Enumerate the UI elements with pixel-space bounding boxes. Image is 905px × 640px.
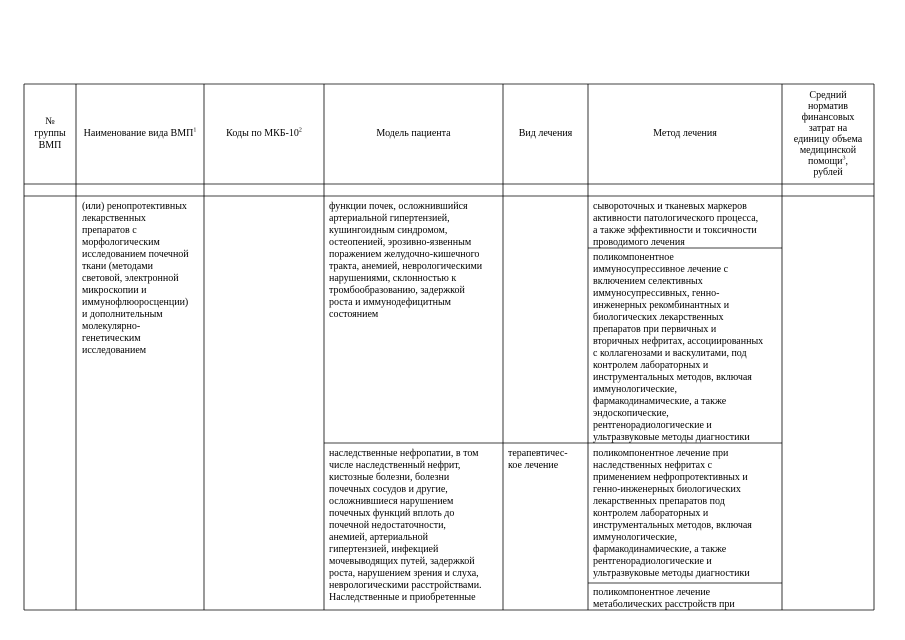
treatment-method-cell-2: поликомпонентное иммуносупрессивное лечение с включением селективных иммуносупрессивных, генно- инженерных рекомбинантных и биологических лекарственных препаратов при первичных и вторичных нефритах, ассоциированных с коллагенозами и васкулитами, под контролем лабораторных и инструментальных методов, включая иммунологические, фармакодинамические, а также эндоскопические, рентгенорадиологические и ультразвуковые методы диагностики (593, 252, 764, 443)
header-vmp-name-wrap (84, 128, 197, 140)
header-vmp-name-footnote: 1 (193, 127, 197, 134)
header-treatment-method-text: Метод лечения (653, 128, 717, 139)
header-treatment-type (503, 84, 588, 184)
header-treatment-type-text: Вид лечения (518, 128, 573, 139)
header-icd-codes-footnote: 2 (298, 127, 302, 134)
treatment-type-cell-2: терапевтичес- кое лечение (508, 448, 568, 471)
header-icd-codes-wrap (226, 128, 302, 140)
patient-model-cell-1: функции почек, осложнившийся артериальной гипертензией, кушингоидным синдромом, остеопенией, эрозивно-язвенным поражением желудочно-кишечного тракта, анемией, неврологическими нарушениями, склонностью к тромбообразованию, задержкой роста и иммунодефицитным состоянием (329, 201, 483, 320)
vmp-name-cell: (или) ренопротективных лекарственных препаратов с морфологическим исследованием почечной ткани (методами световой, электронной микроскопии и иммунофлюоросценции) и дополнительным молекулярно- генетическим исследованием (82, 201, 189, 356)
header-icd-codes (204, 84, 324, 184)
header-financial-norm-footnote: 3 (842, 155, 846, 162)
patient-model-cell-2: наследственные нефропатии, в том числе наследственный нефрит, кистозные болезни, болезни почечных сосудов и другие, осложнившиеся нарушением почечных функций вплоть до почечной недостаточности, анемией, артериальной гипертензией, инфекцией мочевыводящих путей, задержкой роста, нарушением зрения и слуха, неврологическими расстройствами. Наследственные и приобретенные (329, 448, 482, 603)
header-financial-norm (782, 84, 874, 184)
treatment-method-cell-3: поликомпонентное лечение при наследственных нефритах с применением нефропротективных и генно-инженерных биологических лекарственных препаратов под контролем лабораторных и инструментальных методов, включая иммунологические, фармакодинамические, а также рентгенорадиологические и ультразвуковые методы диагностики (593, 448, 752, 579)
header-group-number (24, 84, 76, 184)
header-vmp-name (80, 84, 200, 184)
header-financial-norm-tail: , рублей (813, 156, 849, 178)
header-financial-norm-text: Средний норматив финансовых затрат на единицу объема медицинской помощи (793, 90, 863, 167)
treatment-method-cell-1: сывороточных и тканевых маркеров активности патологического процесса, а также эффективности и токсичности проводимого лечения (593, 201, 759, 248)
header-patient-model (324, 84, 503, 184)
header-patient-model-text: Модель пациента (376, 128, 451, 139)
header-treatment-method (588, 84, 782, 184)
header-financial-norm-wrap (794, 90, 862, 178)
header-group-number-text: № группы ВМП (34, 116, 66, 151)
treatment-method-cell-4: поликомпонентное лечение метаболических расстройств при (593, 587, 735, 610)
header-icd-codes-text: Коды по МКБ-10 (226, 128, 299, 139)
header-vmp-name-text: Наименование вида ВМП (83, 128, 194, 139)
